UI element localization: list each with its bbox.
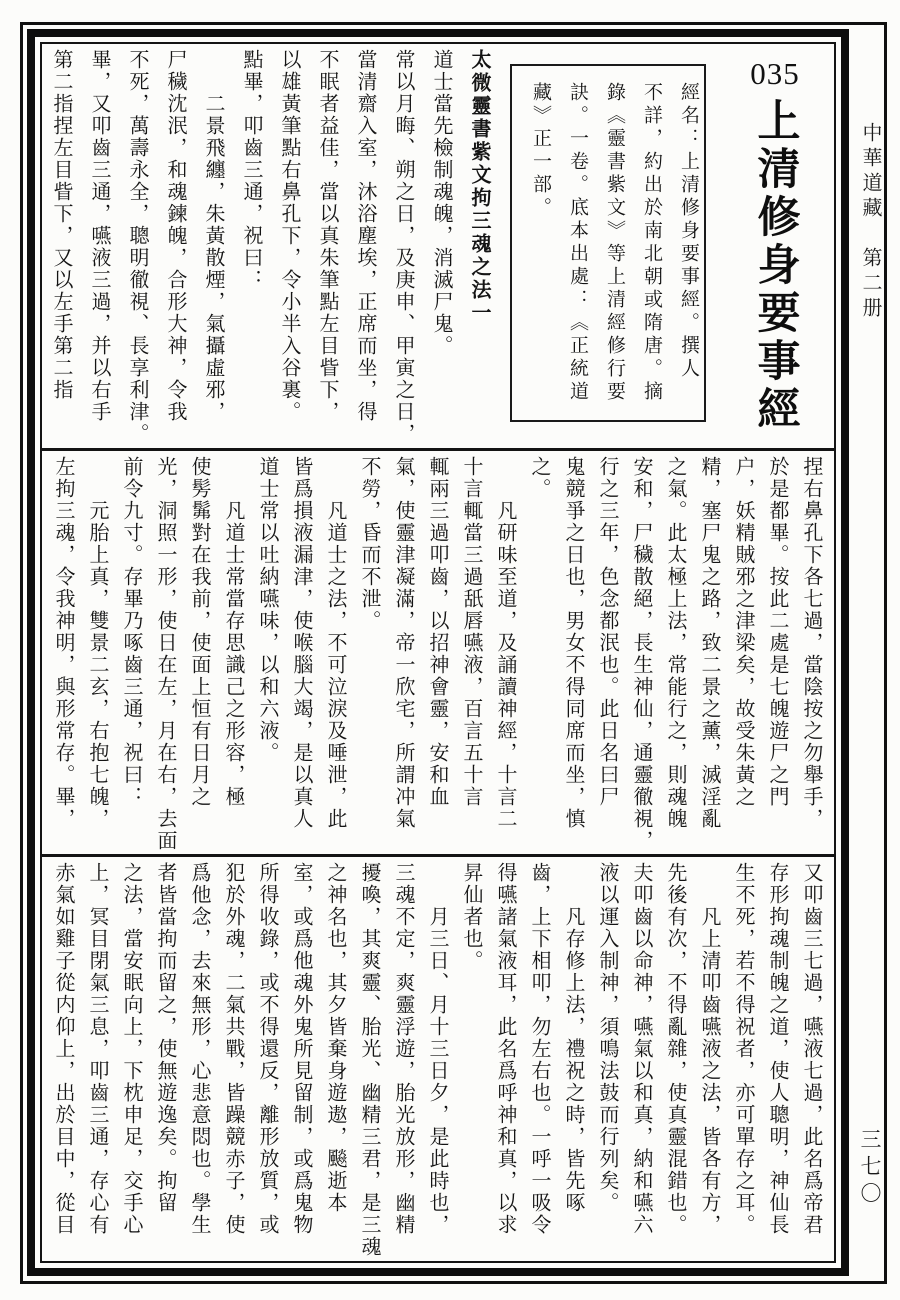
text-column: 擾喚，其爽靈、胎光、幽精三君，是三魂 — [358, 862, 380, 1258]
register-middle — [42, 451, 834, 854]
document-title: 上清修身要事經 — [751, 98, 799, 434]
text-column: 之神名也，其夕皆棄身遊遨，飈逝本 — [324, 862, 346, 1214]
text-column: 得嚥諸氣液耳，此名爲呼神和真，以求 — [494, 862, 516, 1236]
register-top-layout — [42, 44, 834, 448]
text-column: 道士當先檢制魂魄，消滅尸鬼。 — [430, 49, 452, 357]
text-column: 於是都畢。按此二處是七魄遊尸之門 — [766, 456, 788, 808]
register-bottom-text — [42, 857, 832, 1261]
text-column: 常以月晦、朔之日，及庚申、甲寅之日， — [392, 49, 414, 445]
text-column: 三魂不定，爽靈浮遊，胎光放形，幽精 — [392, 862, 414, 1236]
text-column: 之。 — [528, 456, 550, 500]
text-column: 當清齋入室，沐浴塵埃，正席而坐，得 — [354, 49, 376, 423]
text-column: 所得收錄，或不得還反，離形放質，或 — [256, 862, 278, 1236]
text-column: 不眠者益佳，當以真朱筆點左目眥下， — [316, 49, 338, 423]
text-column: 室，或爲他魂外鬼所見留制，或爲鬼物 — [290, 862, 312, 1236]
text-column: 左拘三魂，令我神明，與形常存。畢， — [52, 456, 74, 830]
text-column: 不勞，昏而不泄。 — [358, 456, 380, 632]
text-column: 氣，使靈津凝滿，帝一欣宅，所謂冲氣 — [392, 456, 414, 830]
inner-frame — [40, 42, 836, 1263]
text-column: 精，塞尸鬼之路，致二景之薰，滅淫亂 — [698, 456, 720, 830]
text-column: 犯於外魂，二氣共戰，皆躁競赤子，使 — [222, 862, 244, 1236]
text-column: 皆爲損液漏津，使喉腦大竭，是以真人 — [290, 456, 312, 830]
text-column: 齒，上下相叩，勿左右也。一呼一吸令 — [528, 862, 550, 1236]
text-column: 者皆當拘而留之，使無遊逸矣。拘留 — [154, 862, 176, 1214]
register-bottom — [42, 857, 834, 1261]
register-middle-text — [42, 451, 832, 854]
text-column: 户，妖精賊邪之津梁矣，故受朱黃之 — [732, 456, 754, 808]
text-column: 凡道士常當存思識己之形容，極 — [222, 456, 244, 808]
colophon-text — [522, 82, 707, 404]
text-column: 尸穢沈泯，和魂鍊魄，合形大神，令我 — [164, 49, 186, 423]
text-column: 二景飛纏，朱黃散煙，氣攝虛邪， — [202, 49, 224, 423]
text-column: 凡道士之法，不可泣淚及唾泄，此 — [324, 456, 346, 830]
text-column: 夫叩齒以命神，嚥氣以和真，納和嚥六 — [630, 862, 652, 1236]
text-column: 月三日、月十三日夕，是此時也， — [426, 862, 448, 1236]
text-column: 藏》正一部。 — [530, 82, 551, 220]
text-column: 使髣髴對在我前，使面上恒有日月之 — [188, 456, 210, 808]
text-column: 畢，又叩齒三通，嚥液三過，并以右手 — [88, 49, 110, 423]
text-column: 又叩齒三七過，嚥液七過，此名爲帝君 — [800, 862, 822, 1236]
text-column: 凡存修上法，禮祝之時，皆先啄 — [562, 862, 584, 1214]
text-column: 輒兩三過叩齒，以招神會靈，安和血 — [426, 456, 448, 808]
text-column: 行之三年，色念都泯也。此日名曰尸 — [596, 456, 618, 808]
text-column: 昇仙者也。 — [460, 862, 482, 972]
register-top — [42, 44, 834, 448]
text-column: 點畢，叩齒三通，祝曰： — [240, 49, 262, 291]
text-column: 凡研味至道，及誦讀神經，十言二 — [494, 456, 516, 830]
text-column: 前令九寸。存畢乃啄齒三通，祝曰： — [120, 456, 142, 808]
text-column: 存形拘魂制魄之道，使人聰明，神仙長 — [766, 862, 788, 1236]
text-column: 訣。一卷。底本出處：《正統道 — [567, 82, 588, 404]
text-column: 道士常以吐納嚥味，以和六液。 — [256, 456, 278, 764]
title-block — [716, 44, 834, 448]
text-column: 以雄黃筆點右鼻孔下，令小半入谷裏。 — [278, 49, 300, 423]
text-column: 生不死，若不得祝者，亦可單存之耳。 — [732, 862, 754, 1236]
content-frame — [27, 29, 849, 1276]
text-column: 爲他念，去來無形，心悲意悶也。學生 — [188, 862, 210, 1236]
text-column: 凡上清叩齒嚥液之法，皆各有方， — [698, 862, 720, 1236]
text-column: 錄《靈書紫文》等上清經修行要 — [604, 82, 625, 404]
text-column: 之氣。此太極上法，常能行之，則魂魄 — [664, 456, 686, 830]
text-column: 液以運入制神，須鳴法鼓而行列矣。 — [596, 862, 618, 1214]
text-column: 不詳，約出於南北朝或隋唐。摘 — [641, 82, 662, 404]
text-column: 光，洞照一形，使日在左，月在右，去面 — [154, 456, 176, 852]
register-top-text — [42, 44, 500, 448]
edition-label: 中華道藏 第二册 — [859, 122, 881, 322]
colophon-box — [510, 64, 706, 422]
text-column: 元胎上真，雙景二玄，右抱七魄， — [86, 456, 108, 830]
section-heading: 太微靈書紫文拘三魂之法一 — [468, 49, 490, 325]
text-column: 不死，萬壽永全，聰明徹視、長享利津。 — [126, 49, 148, 445]
text-column: 赤氣如雞子從内仰上，出於目中，從目 — [52, 862, 74, 1236]
text-column: 上，冥目閉氣三息，叩齒三通，存心有 — [86, 862, 108, 1236]
text-column: 先後有次，不得亂雜，使真靈混錯也。 — [664, 862, 686, 1236]
document-number: 035 — [750, 56, 800, 91]
folio-page-number: 三七〇 — [858, 1128, 882, 1209]
text-column: 第二指捏左目眥下，又以左手第二指 — [50, 49, 72, 401]
text-column: 十言輒當三過舐唇嚥液，百言五十言 — [460, 456, 482, 808]
text-column: 安和，尸穢散絕，長生神仙，通靈徹視， — [630, 456, 652, 852]
text-column: 鬼競爭之日也，男女不得同席而坐，慎 — [562, 456, 584, 830]
text-column: 捏右鼻孔下各七過，當陰按之勿舉手， — [800, 456, 822, 830]
text-column: 經名：上清修身要事經。撰人 — [678, 82, 699, 381]
text-column: 之法，當安眠向上，下枕申足，交手心 — [120, 862, 142, 1236]
